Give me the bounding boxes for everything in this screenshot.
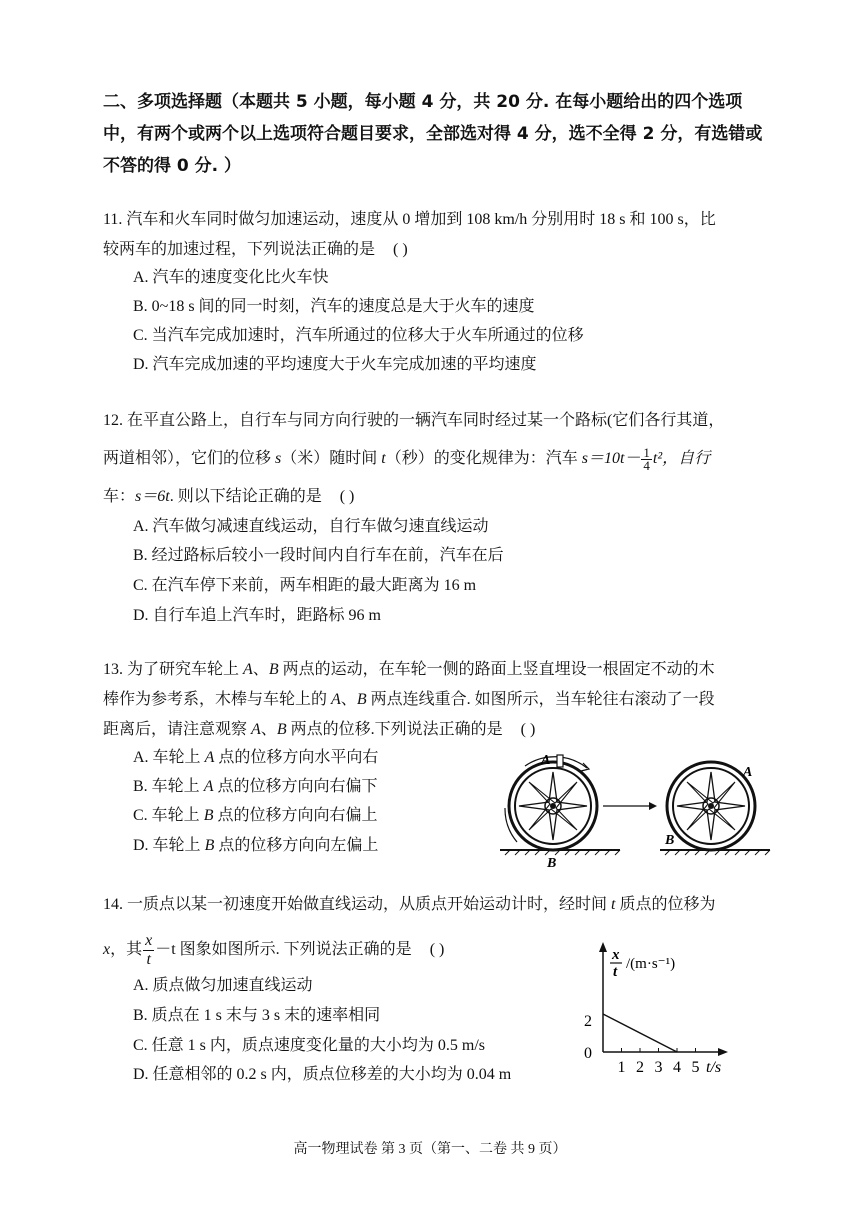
var-t: t: [611, 896, 616, 913]
q12-option-b: B. 经过路标后较小一段时间内自行车在前，汽车在后: [133, 547, 504, 564]
q11-stem-line2: [103, 235, 768, 265]
q11-option-c: C. 当汽车完成加速时，汽车所通过的位移大于火车所通过的位移: [133, 327, 584, 344]
question-12: [103, 402, 768, 516]
y-unit-label: /(m·s⁻¹): [626, 956, 676, 972]
fraction-numerator: x: [145, 932, 153, 949]
y-label-num: x: [612, 947, 620, 963]
point-label: A: [203, 778, 214, 795]
page-footer: 高一物理试卷 第 3 页（第一、二卷 共 9 页）: [293, 1142, 567, 1157]
point-b: B: [356, 691, 367, 708]
label-a-before: A: [541, 753, 551, 768]
wheel-rolling-figure: [495, 748, 775, 870]
fraction-numerator: 1: [643, 444, 650, 460]
q14-option-b: B. 质点在 1 s 末与 3 s 末的速率相同: [133, 1007, 381, 1024]
q14-text: －t 图象如图所示. 下列说法正确的是: [155, 941, 412, 959]
answer-blank: ( ): [429, 941, 445, 959]
point-label: B: [204, 837, 215, 854]
q12-option-c: C. 在汽车停下来前，两车相距的最大距离为 16 m: [133, 577, 477, 594]
q14-option-d: D. 任意相邻的 0.2 s 内，质点位移差的大小均为 0.04 m: [133, 1066, 512, 1083]
point-b: B: [268, 661, 279, 678]
label-b-after: B: [665, 833, 675, 848]
option-text: B. 车轮上: [133, 778, 204, 795]
q13-text: 、: [252, 661, 269, 678]
q14-text: ，其: [110, 941, 143, 959]
answer-blank: ( ): [520, 721, 536, 738]
x-tick-label: 5: [691, 1059, 700, 1076]
fraction-x-over-t: [143, 932, 154, 969]
var-t: t: [381, 450, 386, 467]
point-label: B: [203, 807, 214, 824]
q13-option-a: [133, 746, 378, 770]
answer-blank: ( ): [393, 241, 408, 258]
q11-option-d: D. 汽车完成加速的平均速度大于火车完成加速的平均速度: [133, 356, 537, 373]
question-11: [103, 205, 768, 265]
car-equation: s＝10t－: [581, 450, 641, 467]
option-text: 点的位移方向水平向右: [214, 749, 379, 766]
q12-stem-line2: [103, 440, 768, 478]
fraction-denominator: 4: [643, 457, 650, 473]
option-text: A. 车轮上: [133, 749, 205, 766]
x-tick-label: 2: [636, 1059, 644, 1076]
point-a: A: [243, 661, 253, 678]
point-a: A: [331, 691, 341, 708]
q13-stem-line3: [103, 715, 768, 745]
origin-label: 0: [584, 1045, 592, 1062]
option-text: 点的位移方向向右偏下: [213, 778, 378, 795]
x-tick-label: 1: [617, 1059, 626, 1076]
q12-text: 车：: [103, 488, 136, 505]
q13-text: 棒作为参考系，木棒与车轮上的: [103, 691, 332, 708]
data-line: [603, 1014, 677, 1052]
answer-blank: ( ): [339, 488, 355, 505]
label-b-before: B: [547, 856, 557, 870]
q12-text: （秒）的变化规律为：汽车: [385, 450, 582, 467]
q11-stem-line1: 11. 汽车和火车同时做匀加速运动，速度从 0 增加到 108 km/h 分别用时 18 s 和 100 s，比: [103, 211, 716, 228]
q12-option-d: D. 自行车追上汽车时，距路标 96 m: [133, 607, 382, 624]
fraction-denominator: t: [146, 951, 151, 968]
var-s: s: [275, 450, 282, 467]
y-axis-arrow-icon: [599, 942, 607, 952]
q14-text: 14. 一质点以某一初速度开始做直线运动，从质点开始运动计时，经时间: [103, 896, 612, 913]
q13-stem-line2: [103, 685, 768, 715]
q13-stem-line1: [103, 655, 768, 685]
car-equation-tail: t²，自行: [652, 450, 711, 467]
point-label: A: [204, 749, 215, 766]
option-text: C. 车轮上: [133, 807, 204, 824]
fraction-one-quarter: [641, 444, 652, 473]
q14-stem-line1: [103, 888, 768, 922]
option-text: 点的位移方向向左偏上: [214, 837, 379, 854]
xt-vs-t-graph: [578, 940, 738, 1080]
q13-option-c: [133, 804, 377, 828]
point-b: B: [276, 721, 287, 738]
x-axis-label: t/s: [706, 1059, 722, 1076]
q13-text: 13. 为了研究车轮上: [103, 661, 244, 678]
question-13: [103, 655, 768, 745]
point-a: A: [251, 721, 261, 738]
label-a-after: A: [743, 765, 753, 780]
q12-text: 两道相邻），它们的位移: [103, 450, 276, 467]
var-x: x: [103, 941, 111, 959]
q12-stem-line3: [103, 478, 768, 516]
q13-text: 两点连线重合. 如图所示，当车轮往右滚动了一段: [366, 691, 715, 708]
section-heading: 二、多项选择题（本题共 5 小题，每小题 4 分，共 20 分. 在每小题给出的四个选项中，有两个或两个以上选项符合题目要求，全部选对得 4 分，选不全得 2 分，有选错或不答的得 0 分. ）: [103, 92, 763, 176]
q14-text: 质点的位移为: [615, 896, 716, 913]
y-intercept-label: 2: [584, 1013, 592, 1030]
y-label-den: t: [613, 964, 618, 980]
q13-text: 两点的运动，在车轮一侧的路面上竖直埋设一根固定不动的木: [278, 661, 715, 678]
q12-option-a: A. 汽车做匀减速直线运动，自行车做匀速直线运动: [133, 518, 489, 535]
x-axis-arrow-icon: [718, 1048, 728, 1056]
q13-text: 、: [260, 721, 277, 738]
q13-option-d: [133, 834, 378, 858]
q12-text: . 则以下结论正确的是: [169, 488, 322, 505]
q11-option-a: A. 汽车的速度变化比火车快: [133, 269, 329, 286]
q14-option-a: A. 质点做匀加速直线运动: [133, 977, 313, 994]
q13-text: 两点的位移.下列说法正确的是: [286, 721, 503, 738]
q13-text: 、: [340, 691, 357, 708]
arrow-head-icon: [649, 802, 657, 810]
option-text: 点的位移方向向右偏上: [213, 807, 378, 824]
q12-text: （米）随时间: [281, 450, 382, 467]
q11-option-b: B. 0~18 s 间的同一时刻，汽车的速度总是大于火车的速度: [133, 298, 535, 315]
option-text: D. 车轮上: [133, 837, 205, 854]
q13-option-b: [133, 775, 377, 799]
x-tick-label: 4: [673, 1059, 681, 1076]
q12-stem-line1: 12. 在平直公路上，自行车与同方向行驶的一辆汽车同时经过某一个路标(它们各行其道，: [103, 412, 725, 429]
q11-stem-text: 较两车的加速过程，下列说法正确的是: [103, 241, 376, 258]
bike-equation: s＝6t: [135, 488, 170, 505]
q13-text: 距离后，请注意观察: [103, 721, 252, 738]
wheel-before: [505, 755, 597, 850]
q14-option-c: C. 任意 1 s 内，质点速度变化量的大小均为 0.5 m/s: [133, 1037, 486, 1054]
x-tick-label: 3: [654, 1059, 663, 1076]
wheel-after: [667, 762, 755, 850]
